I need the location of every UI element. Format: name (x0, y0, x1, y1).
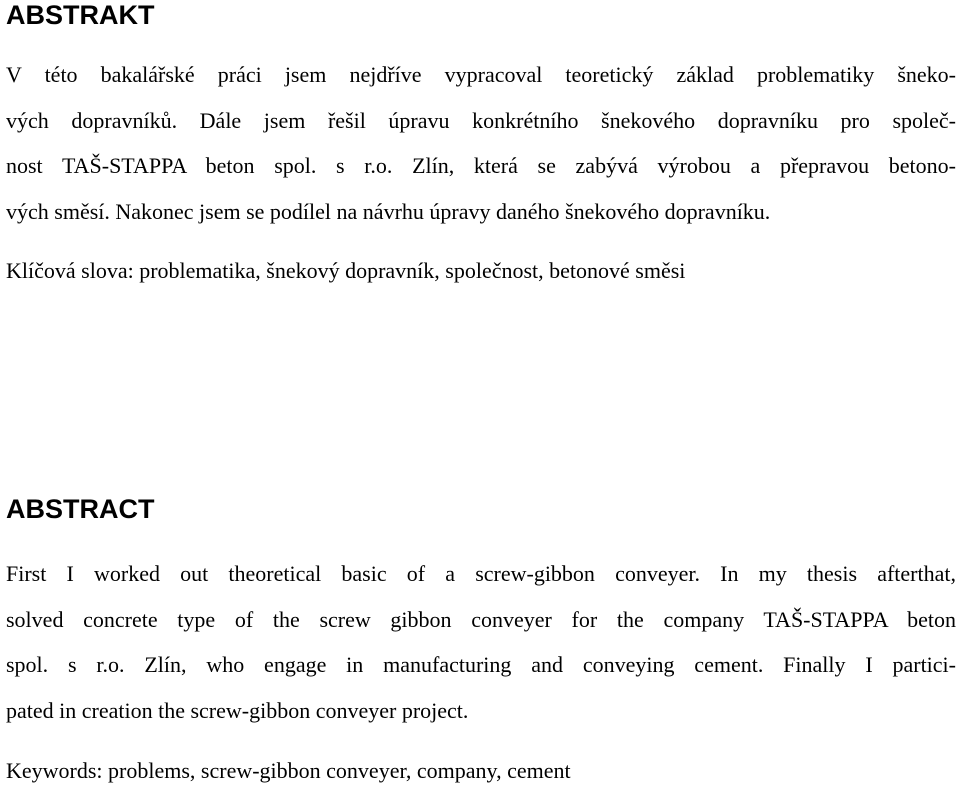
abstract-line: pated in creation the screw-gibbon conveyer project. (6, 698, 469, 723)
abstract-line: solved concrete type of the screw gibbon conveyer for the company TAŠ-STAPPA beton (6, 607, 956, 632)
abstrakt-line: vých dopravníků. Dále jsem řešil úpravu konkrétního šnekového dopravníku pro společ- (6, 108, 956, 133)
abstrakt-line: nost TAŠ-STAPPA beton spol. s r.o. Zlín, která se zabývá výrobou a přepravou betono- (6, 153, 956, 178)
abstract-heading: ABSTRACT (6, 494, 155, 524)
abstrakt-heading: ABSTRAKT (6, 0, 155, 30)
abstract-line: spol. s r.o. Zlín, who engage in manufacturing and conveying cement. Finally I partici- (6, 652, 956, 677)
abstract-line: First I worked out theoretical basic of a screw-gibbon conveyer. In my thesis afterthat, (6, 561, 956, 586)
abstrakt-keywords: Klíčová slova: problematika, šnekový dopravník, společnost, betonové směsi (6, 258, 686, 283)
abstrakt-line: V této bakalářské práci jsem nejdříve vypracoval teoretický základ problematiky šneko- (6, 62, 956, 87)
abstrakt-line: vých směsí. Nakonec jsem se podílel na návrhu úpravy daného šnekového dopravníku. (6, 199, 771, 224)
abstract-keywords: Keywords: problems, screw-gibbon conveyer, company, cement (6, 758, 571, 783)
